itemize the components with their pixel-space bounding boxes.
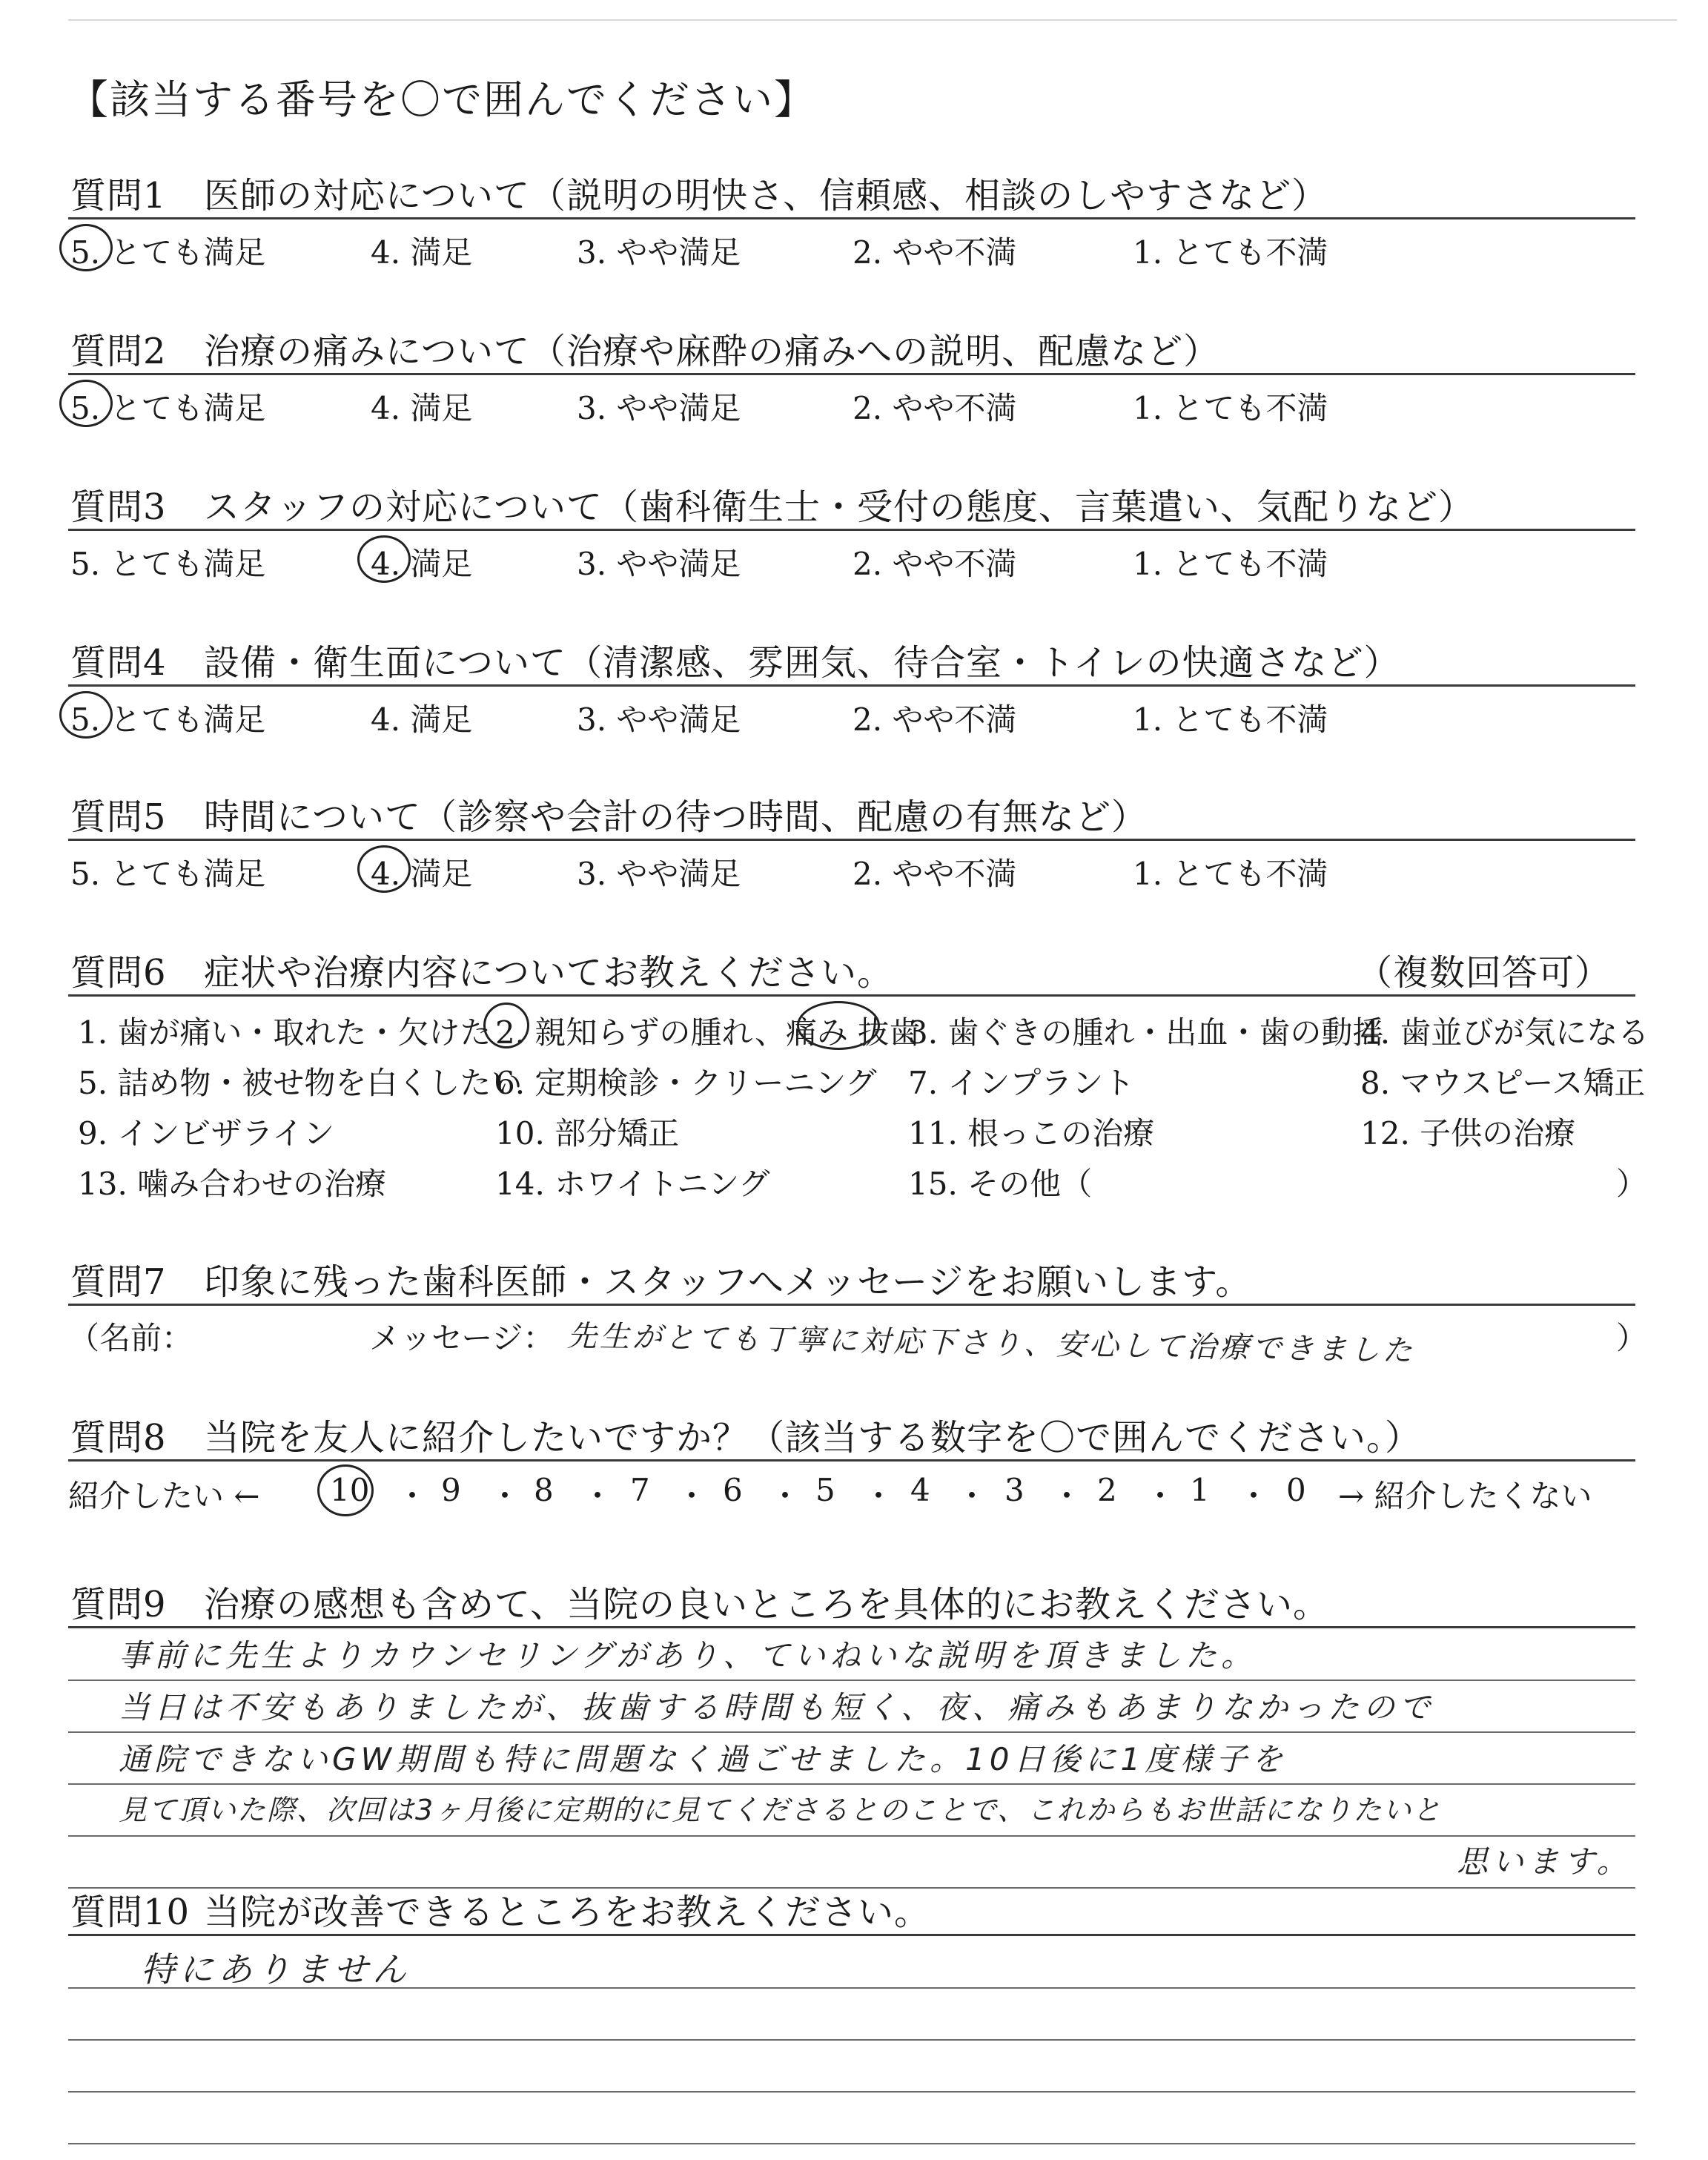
- q8-dot: ・: [582, 1478, 614, 1514]
- q6-label: 質問6: [70, 952, 167, 994]
- q8-scale-10[interactable]: 10: [330, 1472, 370, 1508]
- q7-message-label: メッセージ：: [369, 1320, 555, 1356]
- q5-label: 質問5: [70, 796, 167, 838]
- q6-item-1[interactable]: 1. 歯が痛い・取れた・欠けた: [78, 1014, 491, 1051]
- q10-answer-line: [68, 2091, 1635, 2093]
- q3-label: 質問3: [70, 486, 167, 528]
- q6-answer-circle-extraction: [797, 1001, 880, 1050]
- q2-rule: [68, 373, 1635, 375]
- q2-text: 治療の痛みについて（治療や麻酔の痛みへの説明、配慮など）: [204, 331, 1220, 372]
- q8-scale-1[interactable]: 1: [1190, 1472, 1210, 1508]
- q1-option-1[interactable]: 1. とても不満: [1133, 234, 1328, 271]
- q4-option-4[interactable]: 4. 満足: [371, 701, 473, 738]
- q6-item-15-close: ）: [1616, 1166, 1648, 1202]
- q8-dot: ・: [1145, 1478, 1176, 1514]
- q4-text: 設備・衛生面について（清潔感、雰囲気、待合室・トイレの快適さなど）: [204, 642, 1400, 684]
- q9-answer-line: [68, 1835, 1635, 1837]
- q5-option-3[interactable]: 3. やや満足: [577, 856, 741, 892]
- q8-scale-2[interactable]: 2: [1097, 1472, 1117, 1508]
- q9-answer-line-3[interactable]: 通院できないGW期間も特に問題なく過ごせました。10日後に1度様子を: [119, 1741, 1288, 1777]
- q6-text: 症状や治療内容についてお教えください。: [204, 952, 894, 994]
- q8-scale-3[interactable]: 3: [1004, 1472, 1025, 1508]
- q7-rule: [68, 1304, 1635, 1306]
- q8-answer-circle: [317, 1464, 374, 1516]
- q6-item-9[interactable]: 9. インビザライン: [78, 1115, 335, 1152]
- q8-scale-8[interactable]: 8: [534, 1472, 554, 1508]
- q6-item-5[interactable]: 5. 詰め物・被せ物を白くしたい: [78, 1065, 523, 1101]
- q5-option-2[interactable]: 2. やや不満: [853, 856, 1017, 892]
- q5-rule: [68, 839, 1635, 841]
- q1-answer-circle: [59, 224, 113, 271]
- q9-text: 治療の感想も含めて、当院の良いところを具体的にお教えください。: [204, 1584, 1330, 1625]
- q6-item-14[interactable]: 14. ホワイトニング: [495, 1166, 770, 1202]
- q9-answer-line: [68, 1731, 1635, 1733]
- q10-answer[interactable]: 特にありません: [141, 1949, 411, 1989]
- q8-dot: ・: [676, 1478, 708, 1514]
- q8-rule: [68, 1459, 1635, 1462]
- q6-answer-circle-2: [483, 1003, 529, 1048]
- q4-option-2[interactable]: 2. やや不満: [853, 701, 1017, 738]
- q6-item-6[interactable]: 6. 定期検診・クリーニング: [495, 1065, 877, 1101]
- q2-option-4[interactable]: 4. 満足: [371, 390, 473, 426]
- q8-dot: ・: [1051, 1478, 1083, 1514]
- q8-text: 当院を友人に紹介したいですか？（該当する数字を〇で囲んでください。）: [204, 1417, 1422, 1459]
- q4-option-3[interactable]: 3. やや満足: [577, 701, 741, 738]
- q10-answer-line: [68, 2039, 1635, 2041]
- q9-answer-line-1[interactable]: 事前に先生よりカウンセリングがあり、ていねいな説明を頂きました。: [119, 1637, 1257, 1674]
- q8-scale-4[interactable]: 4: [910, 1472, 930, 1508]
- q9-answer-line-2[interactable]: 当日は不安もありましたが、抜歯する時間も短く、夜、痛みもあまりなかったので: [119, 1689, 1435, 1725]
- q1-label: 質問1: [70, 175, 167, 217]
- q10-label: 質問10: [70, 1892, 191, 1933]
- page-title: 【該当する番号を〇で囲んでください】: [68, 76, 815, 123]
- q2-option-5[interactable]: 5. とても満足: [70, 390, 266, 426]
- q5-text: 時間について（診察や会計の待つ時間、配慮の有無など）: [204, 796, 1148, 838]
- q9-answer-line: [68, 1783, 1635, 1785]
- q8-dot: ・: [1238, 1478, 1270, 1514]
- q8-right-label: → 紹介したくない: [1338, 1478, 1592, 1514]
- q8-scale-6[interactable]: 6: [723, 1472, 743, 1508]
- q7-text: 印象に残った歯科医師・スタッフへメッセージをお願いします。: [204, 1261, 1252, 1303]
- q1-option-2[interactable]: 2. やや不満: [853, 234, 1017, 271]
- scan-edge: [68, 19, 1677, 21]
- q10-text: 当院が改善できるところをお教えください。: [204, 1892, 931, 1933]
- q6-item-13[interactable]: 13. 噛み合わせの治療: [78, 1166, 387, 1202]
- q3-option-1[interactable]: 1. とても不満: [1133, 546, 1328, 582]
- q1-text: 医師の対応について（説明の明快さ、信頼感、相談のしやすさなど）: [204, 175, 1328, 217]
- q6-item-12[interactable]: 12. 子供の治療: [1360, 1115, 1576, 1152]
- q3-text: スタッフの対応について（歯科衛生士・受付の態度、言葉遣い、気配りなど）: [204, 486, 1475, 528]
- q8-dot: ・: [397, 1478, 428, 1514]
- q3-option-3[interactable]: 3. やや満足: [577, 546, 741, 582]
- q8-scale-5[interactable]: 5: [815, 1472, 835, 1508]
- q4-label: 質問4: [70, 642, 167, 684]
- q8-left-label: 紹介したい ←: [68, 1478, 260, 1514]
- q8-dot: ・: [956, 1478, 988, 1514]
- q6-item-11[interactable]: 11. 根っこの治療: [908, 1115, 1155, 1152]
- q6-item-2[interactable]: 2. 親知らずの腫れ、痛み 抜歯: [495, 1014, 921, 1051]
- q5-answer-circle: [357, 845, 411, 893]
- q2-answer-circle: [59, 380, 113, 427]
- q6-item-10[interactable]: 10. 部分矯正: [495, 1115, 680, 1152]
- q8-dot: ・: [863, 1478, 895, 1514]
- q2-option-3[interactable]: 3. やや満足: [577, 390, 741, 426]
- q1-option-3[interactable]: 3. やや満足: [577, 234, 741, 271]
- q1-rule: [68, 217, 1635, 219]
- q10-rule: [68, 1934, 1635, 1936]
- q8-scale-7[interactable]: 7: [630, 1472, 650, 1508]
- q6-item-7[interactable]: 7. インプラント: [908, 1065, 1135, 1101]
- q8-dot: ・: [769, 1478, 801, 1514]
- q9-answer-line-4[interactable]: 見て頂いた際、次回は3ヶ月後に定期的に見てくださるとのことで、これからもお世話になりたいと: [119, 1794, 1443, 1826]
- q4-answer-circle: [59, 691, 113, 739]
- q9-answer-line: [68, 1680, 1635, 1681]
- q1-option-5[interactable]: 5. とても満足: [70, 234, 266, 271]
- q9-label: 質問9: [70, 1584, 167, 1625]
- q8-dot: ・: [489, 1478, 521, 1514]
- q7-close: ）: [1616, 1320, 1648, 1356]
- q7-name-label: （名前：: [68, 1320, 193, 1356]
- q7-label: 質問7: [70, 1261, 167, 1303]
- q6-item-15[interactable]: 15. その他（: [908, 1166, 1093, 1202]
- q3-option-5[interactable]: 5. とても満足: [70, 546, 266, 582]
- q2-option-2[interactable]: 2. やや不満: [853, 390, 1017, 426]
- q9-rule: [68, 1626, 1635, 1628]
- q6-item-4[interactable]: 4. 歯並びが気になる: [1360, 1014, 1649, 1051]
- q8-scale-9[interactable]: 9: [441, 1472, 461, 1508]
- q3-option-2[interactable]: 2. やや不満: [853, 546, 1017, 582]
- q8-scale-0[interactable]: 0: [1286, 1472, 1306, 1508]
- q4-option-1[interactable]: 1. とても不満: [1133, 701, 1328, 738]
- q1-option-4[interactable]: 4. 満足: [371, 234, 473, 271]
- q3-rule: [68, 529, 1635, 531]
- q10-answer-line: [68, 2143, 1635, 2144]
- q3-option-4[interactable]: 4. 満足: [371, 546, 473, 582]
- q2-label: 質問2: [70, 331, 167, 372]
- q9-answer-line-5[interactable]: 思います。: [1457, 1843, 1632, 1880]
- q6-item-8[interactable]: 8. マウスピース矯正: [1360, 1065, 1646, 1101]
- q5-option-1[interactable]: 1. とても不満: [1133, 856, 1328, 892]
- q5-option-5[interactable]: 5. とても満足: [70, 856, 266, 892]
- q6-note: （複数回答可）: [1357, 952, 1612, 994]
- q7-message-handwritten[interactable]: 先生がとても丁寧に対応下さり、安心して治療できました: [566, 1319, 1416, 1368]
- q4-option-5[interactable]: 5. とても満足: [70, 701, 266, 738]
- q6-item-3[interactable]: 3. 歯ぐきの腫れ・出血・歯の動揺: [908, 1014, 1384, 1051]
- q8-label: 質問8: [70, 1417, 167, 1459]
- q5-option-4[interactable]: 4. 満足: [371, 856, 473, 892]
- q2-option-1[interactable]: 1. とても不満: [1133, 390, 1328, 426]
- q3-answer-circle: [357, 535, 411, 583]
- q6-rule: [68, 994, 1635, 997]
- q4-rule: [68, 684, 1635, 687]
